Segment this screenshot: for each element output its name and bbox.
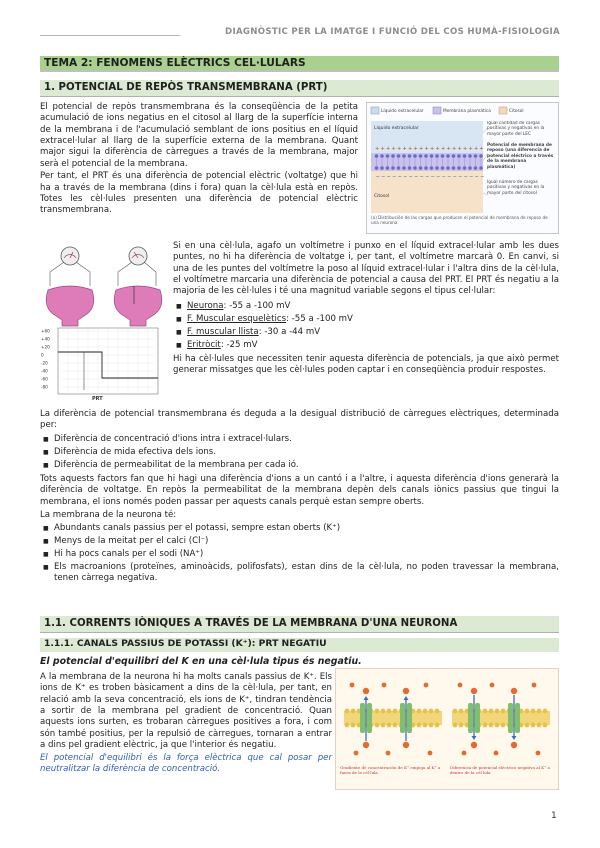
plus-charge: + bbox=[457, 146, 462, 152]
lipid-head bbox=[483, 723, 488, 728]
lipid-head bbox=[345, 723, 350, 728]
plus-charge: + bbox=[441, 146, 446, 152]
minus-charge: − bbox=[381, 174, 386, 180]
list-item: ■ Abundants canals passius per el potassi, sempre estan oberts (K⁺) bbox=[40, 523, 559, 534]
list-item: ■ Diferència de mida efectiva dels ions. bbox=[40, 447, 559, 458]
lipid-head bbox=[386, 166, 390, 170]
lipid-head bbox=[441, 166, 445, 170]
minus-charge: − bbox=[403, 174, 408, 180]
lipid-head bbox=[419, 154, 423, 158]
graph-y-ticks bbox=[41, 329, 50, 390]
y-tick-label: +20 bbox=[41, 344, 50, 350]
list-item: ■ Neurona: -55 a -100 mV bbox=[173, 301, 559, 312]
potassium-ion bbox=[363, 742, 369, 748]
list-item: ■ Els macroanions (proteïnes, aminoàcids, polifosfats), estan dins de la cèl·lula, no poden travessar la membrana, tenen càrrega negativa. bbox=[40, 562, 559, 585]
lipid-head bbox=[435, 154, 439, 158]
lipid-head bbox=[543, 723, 548, 728]
lipid-head bbox=[435, 723, 440, 728]
caption-left: Gradiente de concentración de K⁺ empuja al K⁺ a fuera de la cél·lula bbox=[340, 765, 441, 775]
list-item: ■ Diferència de permeabilitat de la membrana per cada ió. bbox=[40, 460, 559, 471]
minus-charge: − bbox=[452, 174, 457, 180]
plus-charge: + bbox=[430, 146, 435, 152]
minus-charge: − bbox=[392, 174, 397, 180]
lipid-head bbox=[380, 154, 384, 158]
plus-charge: + bbox=[391, 146, 396, 152]
section-1-1-1-title: 1.1.1. CANALS PASSIUS DE POTASSI (K⁺): PRT NEGATIU bbox=[40, 638, 559, 652]
cell-1 bbox=[46, 286, 94, 326]
lipid-head bbox=[489, 709, 494, 714]
caption-right: Diferencia de potencial eléctrico negativa al K⁺ a dentro de la cél·lula bbox=[450, 765, 550, 775]
potassium-ion bbox=[511, 742, 517, 748]
label-lec: Líquido extracelular bbox=[374, 126, 419, 131]
lipid-head bbox=[387, 723, 392, 728]
legend-citosol: Citosol bbox=[509, 109, 524, 114]
lipid-head bbox=[430, 154, 434, 158]
section-1-1-title: 1.1. CORRENTS IÒNIQUES A TRAVÉS DE LA MEMBRANA D'UNA NEURONA bbox=[40, 616, 559, 633]
minus-charge: − bbox=[408, 174, 413, 180]
potassium-ion bbox=[354, 751, 359, 756]
lipid-head bbox=[430, 166, 434, 170]
potassium-ion bbox=[511, 688, 517, 694]
potassium-ion bbox=[536, 751, 541, 756]
lipid-head bbox=[375, 723, 380, 728]
lipid-head bbox=[424, 166, 428, 170]
plus-charge: + bbox=[386, 146, 391, 152]
plus-charge: + bbox=[446, 146, 451, 152]
lipid-head bbox=[525, 709, 530, 714]
potassium-ion bbox=[386, 751, 391, 756]
potassium-ion bbox=[382, 683, 387, 688]
lipid-head bbox=[417, 709, 422, 714]
lipid-head bbox=[402, 166, 406, 170]
lipid-head bbox=[452, 166, 456, 170]
plus-charge: + bbox=[463, 146, 468, 152]
channel-protein bbox=[468, 703, 473, 733]
channel-protein bbox=[508, 703, 513, 733]
minus-charge: − bbox=[430, 174, 435, 180]
minus-charge: − bbox=[386, 174, 391, 180]
lipid-head bbox=[501, 709, 506, 714]
y-tick-label: +60 bbox=[41, 328, 50, 334]
lipid-head bbox=[375, 166, 379, 170]
potassium-ion bbox=[471, 742, 477, 748]
lipid-head bbox=[446, 154, 450, 158]
lipid-head bbox=[446, 166, 450, 170]
flow-arrowhead bbox=[512, 736, 517, 740]
lipid-head bbox=[501, 723, 506, 728]
lipid-head bbox=[408, 154, 412, 158]
blue-note: El potencial d'equilibri és la força elèctrica que cal posar per neutralitzar la diferència de concentració. bbox=[40, 752, 332, 774]
list-item: ■ Diferència de concentració d'ions intra i extracel·lulars. bbox=[40, 434, 559, 445]
potassium-ion bbox=[403, 742, 409, 748]
intro-text bbox=[40, 102, 358, 218]
y-tick-label: +40 bbox=[41, 336, 50, 342]
list-item: ■ Menys de la meitat per el calci (Cl⁻) bbox=[40, 536, 559, 547]
channel-protein bbox=[367, 703, 372, 733]
paragraph: Tots aquests factors fan que hi hagi una diferència d'ions a un cantó i a l'altre, i aquesta diferència d'ions generarà la diferència de voltatge. En repòs la permeabilitat de la membrana depèn dels canals iònics passius que tingui la membrana, el ions només poden passar per aquests canals perquè estan sempre oberts. bbox=[40, 473, 559, 507]
plus-charge: + bbox=[408, 146, 413, 152]
list-item: ■ F. Muscular esquelètics: -55 a -100 mV bbox=[173, 314, 559, 325]
lipid-head bbox=[424, 154, 428, 158]
lipid-head bbox=[429, 723, 434, 728]
legend-lec: Líquido extracelular bbox=[381, 109, 424, 114]
plus-charge: + bbox=[435, 146, 440, 152]
lipid-head bbox=[408, 166, 412, 170]
lipid-head bbox=[531, 709, 536, 714]
minus-charge: − bbox=[425, 174, 430, 180]
lipid-head bbox=[387, 709, 392, 714]
lipid-head bbox=[351, 709, 356, 714]
lipid-head bbox=[489, 723, 494, 728]
minus-charge: − bbox=[474, 174, 479, 180]
note-lec: Igual cantidad de cargas positivas y negativas en la mayor parte del LEC bbox=[487, 121, 545, 137]
lipid-head bbox=[463, 166, 467, 170]
lipid-head bbox=[537, 709, 542, 714]
lipid-head bbox=[483, 709, 488, 714]
potassium-text bbox=[40, 672, 332, 776]
lipid-head bbox=[391, 166, 395, 170]
cell-2 bbox=[114, 286, 162, 326]
voltmeter-diagram bbox=[40, 242, 166, 402]
paragraph: Si en una cèl·lula, agafo un voltímetre i punxo en el líquid extracel·lular amb les dues puntes, no hi ha diferència de voltatge i, per tant, el voltímetre marcarà 0. En canvi, si una de les puntes del voltímetre la poso al líquid extracel·lular i l'altra dins de la cèl·lula, el voltímetre marcaria una diferència de potencial a causa del PRT. El PRT és negatiu a la majoria de les cèl·lules i té una magnitud variable segons el tipus cel·lular: bbox=[173, 241, 559, 297]
page-number: 1 bbox=[551, 811, 557, 821]
lipid-head bbox=[413, 154, 417, 158]
paragraph: A la membrana de la neurona hi ha molts canals passius de K⁺. Els ions de K⁺ es troben bàsicament a dins de la cèl·lula, per tant, en relació amb la seva concentració, els ions de K⁺, tindran tendència a sortir de la membrana pel gradient de concentració. Quan aquests ions surten, es trobaran càrregues positives a fora, i com són també positius, per la repulsió de càrregues, tornaran a entrar a dins pel gradient elèctric, ja que l'interior és negatiu. bbox=[40, 672, 332, 751]
lipid-head bbox=[375, 154, 379, 158]
flow-arrowhead bbox=[472, 736, 477, 740]
lipid-head bbox=[381, 709, 386, 714]
lipid-head bbox=[457, 166, 461, 170]
y-tick-label: -40 bbox=[41, 368, 48, 374]
list-item: ■ Eritròcit: -25 mV bbox=[173, 340, 559, 351]
lipid-head bbox=[457, 154, 461, 158]
lipid-head bbox=[495, 723, 500, 728]
lipid-head bbox=[495, 709, 500, 714]
lipid-head bbox=[386, 154, 390, 158]
paragraph: La diferència de potencial transmembrana és deguda a la desigual distribució de càrregues elèctriques, determinada per: bbox=[40, 409, 559, 431]
flow-arrowhead bbox=[364, 696, 369, 700]
plus-charge: + bbox=[419, 146, 424, 152]
lipid-head bbox=[474, 166, 478, 170]
lipid-head bbox=[351, 723, 356, 728]
note-membrane: Potencial de membrana de reposo (una diferencia de potencial eléctrico a través de la membrana plasmática) bbox=[487, 143, 554, 170]
minus-charge: − bbox=[447, 174, 452, 180]
lipid-head bbox=[531, 723, 536, 728]
cell-type-list bbox=[173, 301, 559, 351]
plus-charge: + bbox=[402, 146, 407, 152]
tema-title: TEMA 2: FENOMENS ELÈCTRICS CEL·LULARS bbox=[40, 56, 559, 72]
lipid-head bbox=[397, 166, 401, 170]
channel-protein bbox=[515, 703, 520, 733]
potassium-channel-diagram bbox=[336, 669, 558, 789]
lipid-head bbox=[423, 723, 428, 728]
lipid-head bbox=[423, 709, 428, 714]
minus-charge: − bbox=[463, 174, 468, 180]
paragraph: La membrana de la neurona té: bbox=[40, 509, 177, 520]
factor-list bbox=[40, 434, 559, 471]
potassium-ion bbox=[428, 751, 433, 756]
legend-membrane: Membrana plasmática bbox=[443, 109, 491, 114]
channel-protein bbox=[400, 703, 405, 733]
lipid-head bbox=[525, 723, 530, 728]
lipid-head bbox=[345, 709, 350, 714]
potassium-ion bbox=[471, 688, 477, 694]
minus-charge: − bbox=[375, 174, 380, 180]
lipid-head bbox=[459, 723, 464, 728]
minus-charge: − bbox=[480, 174, 485, 180]
prt-label: PRT bbox=[92, 396, 103, 402]
lipid-head bbox=[417, 723, 422, 728]
membrane-charge-figure bbox=[366, 102, 559, 234]
potassium-ion bbox=[403, 688, 409, 694]
italic-heading: El potencial d'equilibri del K en una cèl·lula tipus és negatiu. bbox=[40, 656, 362, 667]
plus-charge: + bbox=[413, 146, 418, 152]
lipid-head bbox=[393, 723, 398, 728]
voltmeter-figure bbox=[40, 242, 166, 402]
lipid-head bbox=[435, 709, 440, 714]
minus-charge: − bbox=[414, 174, 419, 180]
plus-charge: + bbox=[474, 146, 479, 152]
plus-charge: + bbox=[380, 146, 385, 152]
potassium-ion bbox=[350, 683, 355, 688]
lipid-head bbox=[429, 709, 434, 714]
paragraph: Hi ha cèl·lules que necessiten tenir aquesta diferència de potencials, ja que això permet generar missatges que les cèl·lules poden captar i en conseqüència produir respostes. bbox=[173, 353, 559, 376]
panel-electric bbox=[452, 683, 550, 756]
y-tick-label: -60 bbox=[41, 376, 48, 382]
minus-charge: − bbox=[441, 174, 446, 180]
membrane-charge-diagram bbox=[367, 103, 558, 233]
header-title: DIAGNÒSTIC PER LA IMATGE I FUNCIÓ DEL COS HUMÀ-FISIOLOGIA bbox=[225, 27, 560, 37]
channel-protein bbox=[475, 703, 480, 733]
lipid-head bbox=[474, 154, 478, 158]
minus-charge: − bbox=[458, 174, 463, 180]
channel-protein bbox=[407, 703, 412, 733]
potassium-ion bbox=[363, 688, 369, 694]
minus-charge: − bbox=[397, 174, 402, 180]
lipid-head bbox=[419, 166, 423, 170]
lipid-head bbox=[393, 709, 398, 714]
lipid-head bbox=[402, 154, 406, 158]
lipid-head bbox=[479, 154, 483, 158]
header-rule bbox=[40, 35, 180, 36]
list-item: ■ Hi ha pocs canals per el sodi (NA⁺) bbox=[40, 549, 559, 560]
lipid-head bbox=[413, 166, 417, 170]
label-citosol: Citosol bbox=[374, 194, 390, 199]
y-tick-label: -20 bbox=[41, 360, 48, 366]
plus-charge: + bbox=[468, 146, 473, 152]
flow-arrowhead bbox=[404, 696, 409, 700]
list-item: ■ F. muscular llista: -30 a -44 mV bbox=[173, 327, 559, 338]
neuron-feature-list bbox=[40, 523, 559, 585]
lipid-head bbox=[380, 166, 384, 170]
lipid-head bbox=[537, 723, 542, 728]
lipid-head bbox=[441, 154, 445, 158]
y-tick-label: -80 bbox=[41, 384, 48, 390]
note-citosol: Igual número de cargas positivas y negativas en la mayor parte del citosol bbox=[487, 179, 545, 196]
lipid-head bbox=[397, 154, 401, 158]
lipid-head bbox=[435, 166, 439, 170]
potassium-ion bbox=[490, 683, 495, 688]
section-1-title: 1. POTENCIAL DE REPÒS TRANSMEMBRANA (PRT) bbox=[40, 80, 559, 97]
lipid-head bbox=[381, 723, 386, 728]
potassium-ion bbox=[458, 683, 463, 688]
plus-charge: + bbox=[375, 146, 380, 152]
potassium-ion bbox=[424, 683, 429, 688]
lipid-head bbox=[463, 154, 467, 158]
potassium-ion bbox=[532, 683, 537, 688]
minus-charge: − bbox=[469, 174, 474, 180]
plus-charge: + bbox=[452, 146, 457, 152]
minus-charge: − bbox=[436, 174, 441, 180]
channel-protein bbox=[360, 703, 365, 733]
lipid-head bbox=[453, 709, 458, 714]
lipid-head bbox=[468, 166, 472, 170]
lipid-head bbox=[453, 723, 458, 728]
panel-concentration bbox=[344, 683, 442, 756]
potassium-ion bbox=[494, 751, 499, 756]
paragraph: Per tant, el PRT és una diferència de potencial elèctric (voltatge) que hi ha a través de la membrana (dins i fora) quan la cèl·lula està en repòs. Totes les cèl·lules presenten una diferència de potencial elèctric transmembrana. bbox=[40, 171, 358, 216]
lipid-head bbox=[391, 154, 395, 158]
minus-charge: − bbox=[419, 174, 424, 180]
plus-charge: + bbox=[479, 146, 484, 152]
potassium-channel-figure bbox=[335, 668, 559, 790]
plus-charge: + bbox=[397, 146, 402, 152]
figure-caption: (a) Distribución de las cargas que producen el potencial de membrana de reposo de una neurona bbox=[371, 215, 548, 226]
distribution-text bbox=[40, 409, 559, 586]
lipid-head bbox=[375, 709, 380, 714]
lipid-head bbox=[468, 154, 472, 158]
lipid-head bbox=[479, 166, 483, 170]
lipid-head bbox=[452, 154, 456, 158]
y-tick-label: 0 bbox=[41, 352, 44, 358]
lipid-head bbox=[459, 709, 464, 714]
lipid-head bbox=[543, 709, 548, 714]
paragraph: El potencial de repòs transmembrana és la conseqüència de la petita acumulació de ions negatius en el citosol al llarg de la superfície interna de la membrana i de l'acumulació semblant de ions positius en el líquid extracel·lular al llarg de la superfície externa de la membrana. Quant major sigui la diferència de càrregues a través de la membrana, major serà el potencial de la membrana. bbox=[40, 102, 358, 169]
plus-charge: + bbox=[424, 146, 429, 152]
potassium-ion bbox=[462, 751, 467, 756]
voltmeter-text bbox=[173, 241, 559, 378]
